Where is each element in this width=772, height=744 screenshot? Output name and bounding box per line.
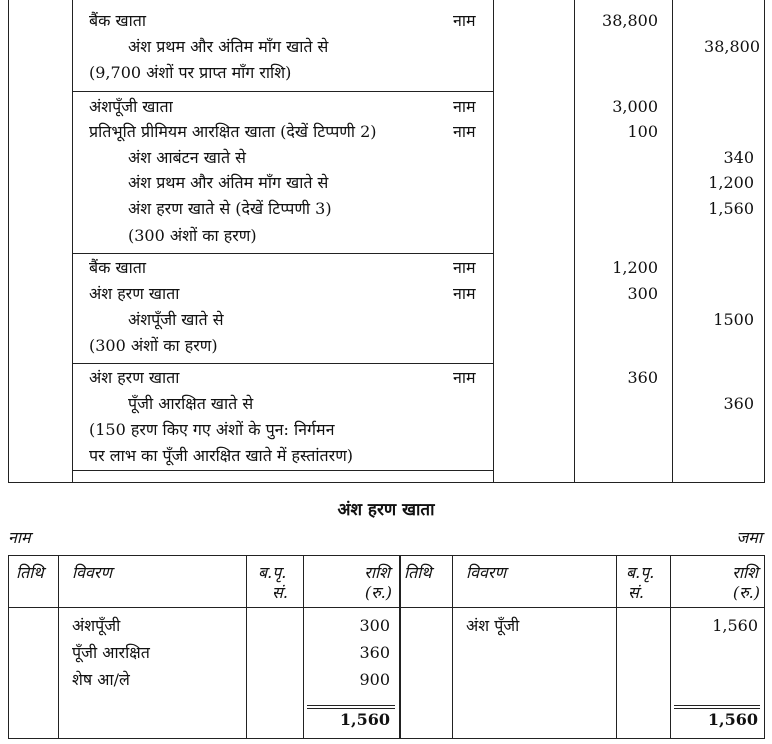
dr-label: नाम	[453, 11, 476, 30]
journal-line: पूँजी आरक्षित खाते से	[128, 394, 254, 413]
header-particulars: विवरण	[466, 563, 507, 582]
ledger-row-particulars: पूँजी आरक्षित	[72, 643, 150, 662]
dr-label: नाम	[453, 368, 476, 387]
journal-line: बैंक खाता	[89, 258, 147, 277]
journal-border-left	[8, 0, 9, 483]
header-amount: (रु.)	[364, 583, 392, 602]
journal-narration: (9,700 अंशों पर प्राप्त माँग राशि)	[89, 63, 292, 82]
debit-amount: 1,200	[612, 258, 658, 277]
header-jf: सं.	[272, 583, 288, 602]
journal-narration: (300 अंशों का हरण)	[128, 226, 257, 245]
journal-line: अंश आबंटन खाते से	[128, 148, 246, 167]
header-particulars: विवरण	[72, 563, 113, 582]
ledger-row-particulars: शेष आ/ले	[72, 670, 130, 689]
ledger-col-line	[8, 555, 9, 739]
header-amount: राशि	[364, 563, 390, 582]
ledger-top-border	[8, 555, 765, 556]
ledger-row-amount: 360	[359, 643, 390, 662]
credit-amount: 1500	[713, 310, 754, 329]
credit-amount: 1,560	[708, 199, 754, 218]
credit-total: 1,560	[707, 710, 758, 729]
journal-col-line	[574, 0, 575, 483]
journal-line: अंशपूँजी खाता	[89, 97, 173, 116]
header-date: तिथि	[404, 563, 432, 582]
entry-separator	[72, 253, 494, 254]
journal-line: अंश हरण खाता	[89, 368, 180, 387]
entry-separator	[72, 470, 494, 471]
total-rule	[307, 705, 395, 706]
journal-narration: पर लाभ का पूँजी आरक्षित खाते में हस्तांतरण)	[89, 446, 354, 465]
ledger-row-amount: 1,560	[712, 616, 758, 635]
journal-border-right	[764, 0, 765, 483]
debit-total: 1,560	[339, 710, 390, 729]
total-rule	[307, 708, 395, 709]
ledger-row-amount: 300	[359, 616, 390, 635]
total-rule	[674, 705, 760, 706]
journal-col-line	[493, 0, 494, 483]
dr-label: नाम	[453, 122, 476, 141]
total-rule	[674, 708, 760, 709]
journal-col-line	[72, 0, 73, 483]
dr-label: नाम	[453, 258, 476, 277]
header-amount: (रु.)	[732, 583, 760, 602]
journal-line: अंशपूँजी खाते से	[128, 310, 224, 329]
ledger-header-border	[8, 607, 765, 608]
ledger-row-particulars: अंशपूँजी	[72, 616, 121, 635]
ledger-col-line	[246, 555, 247, 739]
journal-line: प्रतिभूति प्रीमियम आरक्षित खाता (देखें टिप्पणी 2)	[89, 122, 377, 141]
header-amount: राशि	[732, 563, 758, 582]
journal-narration: (150 हरण किए गए अंशों के पुन: निर्गमन	[89, 420, 335, 439]
debit-amount: 360	[627, 368, 658, 387]
credit-amount: 360	[723, 394, 754, 413]
debit-amount: 300	[627, 284, 658, 303]
cr-side-label: जमा	[736, 528, 762, 547]
ledger-col-line	[58, 555, 59, 739]
header-jf: सं.	[628, 583, 644, 602]
debit-amount: 100	[627, 122, 658, 141]
ledger-bottom-border	[8, 738, 765, 739]
ledger-col-line	[452, 555, 453, 739]
journal-line: अंश प्रथम और अंतिम माँग खाते से	[128, 37, 329, 56]
ledger-row-amount: 900	[359, 670, 390, 689]
debit-amount: 38,800	[602, 11, 658, 30]
credit-amount: 38,800	[704, 37, 760, 56]
journal-line: बैंक खाता	[89, 11, 147, 30]
journal-narration: (300 अंशों का हरण)	[89, 336, 218, 355]
journal-col-line	[672, 0, 673, 483]
entry-separator	[72, 363, 494, 364]
dr-side-label: नाम	[8, 528, 31, 547]
dr-label: नाम	[453, 284, 476, 303]
ledger-center-line	[399, 555, 401, 739]
ledger-title: अंश हरण खाता	[337, 500, 435, 520]
entry-separator	[72, 91, 494, 92]
journal-line: अंश प्रथम और अंतिम माँग खाते से	[128, 173, 329, 192]
header-date: तिथि	[16, 563, 44, 582]
debit-amount: 3,000	[612, 97, 658, 116]
ledger-col-line	[764, 555, 765, 739]
credit-amount: 1,200	[708, 173, 754, 192]
ledger-col-line	[303, 555, 304, 739]
header-jf: ब.पृ.	[626, 563, 655, 582]
ledger-col-line	[670, 555, 671, 739]
journal-line: अंश हरण खाते से (देखें टिप्पणी 3)	[128, 199, 332, 218]
ledger-col-line	[616, 555, 617, 739]
journal-line: अंश हरण खाता	[89, 284, 180, 303]
credit-amount: 340	[723, 148, 754, 167]
ledger-row-particulars: अंश पूँजी	[466, 616, 520, 635]
journal-border-bottom	[8, 482, 765, 483]
dr-label: नाम	[453, 97, 476, 116]
header-jf: ब.पृ.	[258, 563, 287, 582]
